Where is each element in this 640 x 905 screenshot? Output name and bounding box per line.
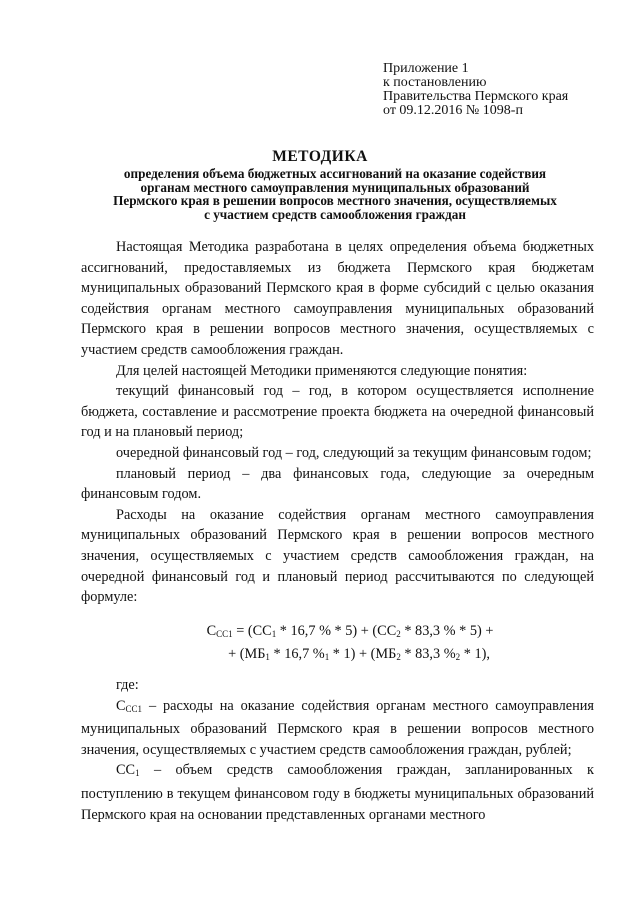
formula-line-2 [150,644,550,667]
definition-text: – расходы на оказание содействия органам местного самоуправления муниципальных образований Пермского края в решении вопросов местного значения, осуществляемых с участием средств самообложения граждан, рублей; [81,697,594,758]
formula-part: * 83,3 % * 5) + [400,623,494,639]
appendix-line-2: к постановлению [383,75,487,90]
paragraph-expenses: Расходы на оказание содействия органам местного самоуправления муниципальных образований Пермского края в решении вопросов местного значения, осуществляемых с участием средств самообложения граждан, на очередной финансовый год и плановый период рассчитываются по следующей формуле: [81,506,594,606]
definition-text: – объем средств самообложения граждан, запланированных к поступлению в текущем финансовом году в бюджеты муниципальных образований Пермского края на основании представленных органами местного [81,762,594,823]
formula-part: * 83,3 % [400,646,456,662]
definition-symbol: СС [116,762,136,779]
paragraph-next-year: очередной финансовый год – год, следующий за текущим финансовым годом; [116,444,592,461]
appendix-header [383,62,568,118]
paragraph-purpose: Настоящая Методика разработана в целях определения объема бюджетных ассигнований, предоставляемых из бюджета Пермского края бюджетам муниципальных образований Пермского края в форме субсидий с целью оказания содействия органам местного самоуправления муниципальных образований Пермского края в решении вопросов местного значения, осуществляемых с участием средств самообложения граждан. [81,239,594,358]
subtitle-line-3: Пермского края в решении вопросов местного значения, осуществляемых [113,193,557,208]
formula-sub: 2 [455,652,461,662]
formula-sub: 2 [396,652,401,662]
formula-part: + (МБ [228,646,266,662]
subtitle-line-1: определения объема бюджетных ассигнований на оказание содействия [123,166,547,181]
formula-lhs: С [206,623,217,639]
formula-part: * 16,7 % * 5) + (СС [276,623,397,639]
formula-part: * 1), [460,646,490,662]
appendix-line-4: от 09.12.2016 № 1098-п [383,103,523,118]
document-title: МЕТОДИКА [272,148,368,165]
definition-symbol-sub: 1 [135,768,140,779]
formula-sub: 1 [265,652,270,662]
formula-part: * 1) + (МБ [329,646,397,662]
appendix-line-3: Правительства Пермского края [383,89,569,104]
appendix-line-1: Приложение 1 [383,61,469,76]
definition-ccc1 [81,696,594,761]
paragraph-current-year: текущий финансовый год – год, в котором осуществляется исполнение бюджета, составление и рассмотрение проекта бюджета на очередной финансовый год и на плановый период; [81,383,594,441]
paragraph-terms-intro: Для целей настоящей Методики применяются следующие понятия: [116,362,528,379]
subtitle-line-4: с участием средств самообложения граждан [204,206,466,222]
definition-symbol-sub: СС1 [125,703,143,714]
definition-symbol: С [116,697,126,714]
formula-sub: 1 [324,652,330,662]
definition-cc1 [81,760,594,825]
formula [150,621,550,667]
document-body [81,237,594,608]
subtitle-line-2: органам местного самоуправления муниципальных образований [140,179,530,195]
where-label: где: [116,677,139,693]
formula-part: = (СС [232,623,272,639]
formula-sub: 1 [271,629,277,639]
formula-line-1 [150,621,550,644]
definitions [81,675,594,825]
formula-part: * 16,7 % [269,646,325,662]
paragraph-planning-period: плановый период – два финансовых года, следующие за очередным финансовым годом. [81,465,594,503]
formula-sub: 2 [396,629,401,639]
document-subtitle [70,167,600,221]
formula-lhs-sub: СС1 [216,629,233,639]
